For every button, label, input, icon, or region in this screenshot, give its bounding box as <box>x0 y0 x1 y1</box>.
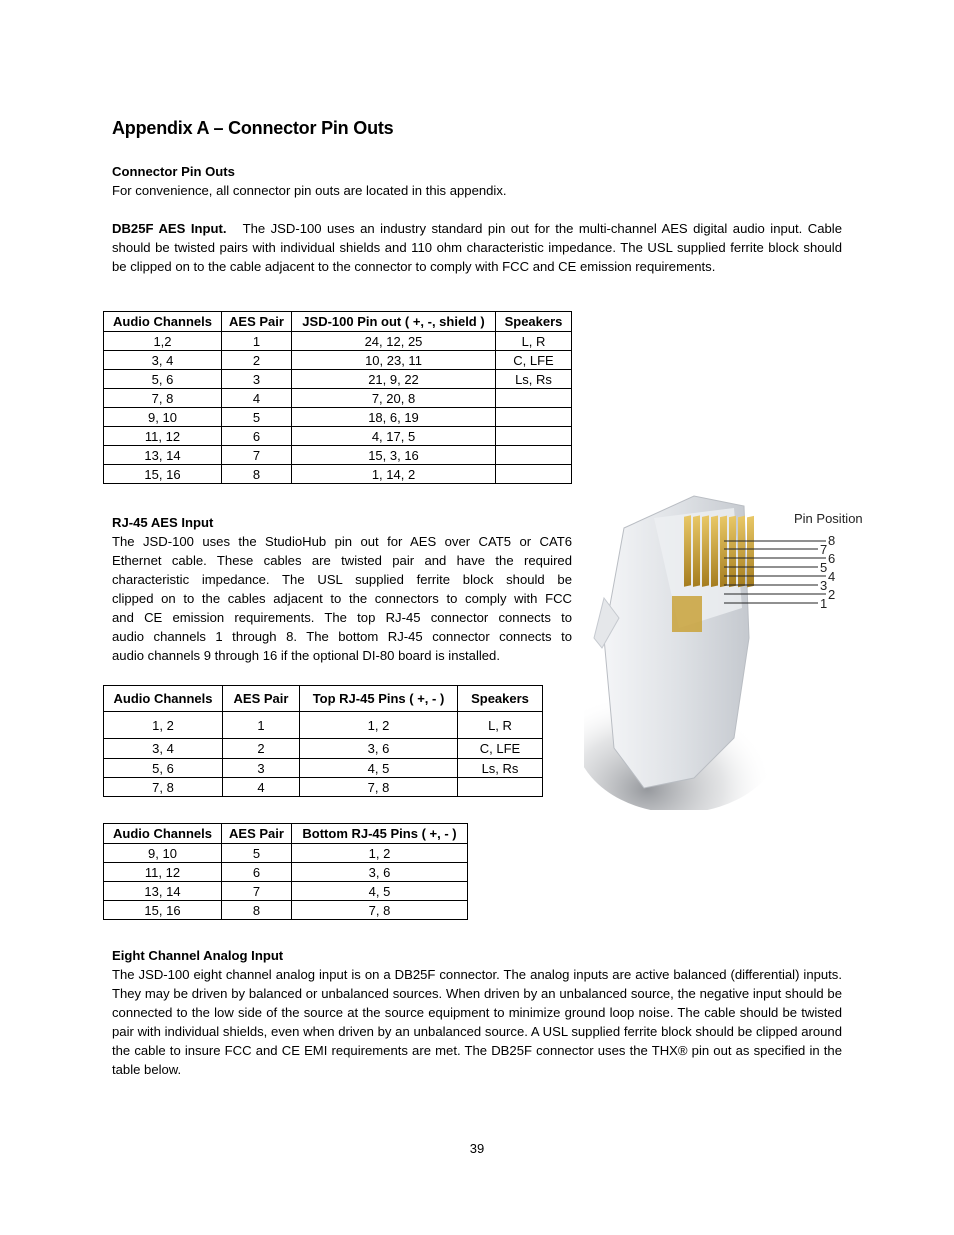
pin-number: 5 <box>820 560 828 575</box>
table-cell: 1 <box>222 332 292 351</box>
table-cell: C, LFE <box>458 739 543 759</box>
page-title: Appendix A – Connector Pin Outs <box>112 118 394 138</box>
table-row <box>104 844 468 863</box>
table-cell: 7, 8 <box>104 778 223 797</box>
table-cell: 6 <box>222 427 292 446</box>
table-row <box>104 332 572 351</box>
table-cell: 11, 12 <box>104 427 222 446</box>
table-cell: 3, 6 <box>300 739 458 759</box>
pin-position-label: Pin Position <box>794 511 863 526</box>
table-row <box>104 370 572 389</box>
db25-aes-pinout-table <box>103 311 572 484</box>
table-row <box>104 427 572 446</box>
intro-heading: Connector Pin Outs <box>112 164 235 179</box>
rj45-line: The JSD-100 uses the StudioHub pin out for AES over CAT5 or CAT6 <box>112 534 572 549</box>
table-cell: 1 <box>223 712 300 739</box>
table-row <box>104 863 468 882</box>
table-cell: 8 <box>222 901 292 920</box>
table-cell: 3, 6 <box>292 863 468 882</box>
table-cell: 8 <box>222 465 292 484</box>
bottom-rj45-pinout-table <box>103 823 468 920</box>
pin-number: 8 <box>828 533 836 548</box>
table-cell: 18, 6, 19 <box>292 408 496 427</box>
analog-text: The JSD-100 eight channel analog input is on a DB25F connector. The analog inputs are active balanced (differential) inputs. They may be driven by balanced or unbalanced sources. When driven by an unbalanced source, the negative input should be connected to the low side of the source at the source equipment to minimize ground loop noise. The cable should be twisted pair with individual shields, even when driven by an unbalanced source. A USL supplied ferrite block should be clipped around the cable to insure FCC and CE EMI requirements are met. The DB25F connector uses the THX® pin out as specified in the table below. <box>112 967 842 1077</box>
column-header: Speakers <box>496 312 572 332</box>
rj45-line: audio channels 1 through 8. The bottom RJ-45 connector connects to <box>112 629 572 644</box>
table-cell: 15, 16 <box>104 465 222 484</box>
rj45-section <box>112 513 572 665</box>
intro-section <box>112 162 842 200</box>
table-cell: 5 <box>222 408 292 427</box>
table-cell: 4 <box>223 778 300 797</box>
table-row <box>104 882 468 901</box>
table-row <box>104 712 543 739</box>
table-row <box>104 389 572 408</box>
table-cell: 11, 12 <box>104 863 222 882</box>
table-cell: 24, 12, 25 <box>292 332 496 351</box>
table-cell: Ls, Rs <box>458 759 543 778</box>
table-cell: 1, 14, 2 <box>292 465 496 484</box>
table-cell: 5 <box>222 844 292 863</box>
rj45-plug-photo <box>584 488 874 810</box>
pin-number: 2 <box>828 587 836 602</box>
table-cell: 4, 5 <box>292 882 468 901</box>
table-cell: 7 <box>222 446 292 465</box>
analog-section <box>112 946 842 1079</box>
table-cell: 9, 10 <box>104 844 222 863</box>
table-cell: 5, 6 <box>104 759 223 778</box>
pin-number: 6 <box>828 551 836 566</box>
column-header: Audio Channels <box>104 312 222 332</box>
table-cell: 13, 14 <box>104 446 222 465</box>
table-cell: 21, 9, 22 <box>292 370 496 389</box>
table-row <box>104 739 543 759</box>
column-header: AES Pair <box>222 312 292 332</box>
table-row <box>104 778 543 797</box>
table-cell: Ls, Rs <box>496 370 572 389</box>
table-row <box>104 408 572 427</box>
table-cell: 4 <box>222 389 292 408</box>
table-cell: L, R <box>496 332 572 351</box>
table-cell: 7, 20, 8 <box>292 389 496 408</box>
column-header: Audio Channels <box>104 686 223 712</box>
table-cell: 1, 2 <box>292 844 468 863</box>
table-cell: C, LFE <box>496 351 572 370</box>
pin-number: 3 <box>820 578 828 593</box>
table-cell: 1, 2 <box>300 712 458 739</box>
table-cell: 7 <box>222 882 292 901</box>
rj45-line: clipped on to the cables adjacent to the connectors to comply with FCC <box>112 591 572 606</box>
db25-text: The JSD-100 uses an industry standard pin out for the multi-channel AES digital audio input. Cable should be twisted pairs with individual shields and 110 ohm characteristic impedance. The USL supplied ferrite block should be clipped on to the cable adjacent to the connector to comply with FCC and CE emission requirements. <box>112 221 842 274</box>
intro-text: For convenience, all connector pin outs are located in this appendix. <box>112 183 507 198</box>
table-cell: 7, 8 <box>300 778 458 797</box>
table-cell: 4, 5 <box>300 759 458 778</box>
table-cell: 3 <box>222 370 292 389</box>
table-cell <box>496 446 572 465</box>
rj45-line: characteristic impedance. The USL supplied ferrite block should be <box>112 572 572 587</box>
rj45-line: and CE emission requirements. The top RJ-45 connector connects to <box>112 610 572 625</box>
table-cell: 6 <box>222 863 292 882</box>
table-cell <box>496 427 572 446</box>
column-header: AES Pair <box>223 686 300 712</box>
db25-lead: DB25F AES Input. <box>112 221 227 236</box>
column-header: AES Pair <box>222 824 292 844</box>
db25-paragraph <box>112 219 842 276</box>
column-header: Speakers <box>458 686 543 712</box>
column-header: Bottom RJ-45 Pins ( +, - ) <box>292 824 468 844</box>
table-cell: 5, 6 <box>104 370 222 389</box>
table-cell: 7, 8 <box>104 389 222 408</box>
table-cell: 9, 10 <box>104 408 222 427</box>
table-cell: 3, 4 <box>104 739 223 759</box>
pin-number: 1 <box>820 596 828 611</box>
rj45-heading: RJ-45 AES Input <box>112 515 214 530</box>
rj45-line: Ethernet cable. These cables are twisted pair and have the required <box>112 553 572 568</box>
table-cell: 15, 16 <box>104 901 222 920</box>
table-cell: 13, 14 <box>104 882 222 901</box>
analog-heading: Eight Channel Analog Input <box>112 948 284 963</box>
table-cell: 1,2 <box>104 332 222 351</box>
table-cell: 15, 3, 16 <box>292 446 496 465</box>
pin-number: 7 <box>820 542 828 557</box>
table-cell: 10, 23, 11 <box>292 351 496 370</box>
table-cell: 7, 8 <box>292 901 468 920</box>
table-cell <box>458 778 543 797</box>
table-cell <box>496 465 572 484</box>
table-cell: 1, 2 <box>104 712 223 739</box>
table-cell: 2 <box>223 739 300 759</box>
table-row <box>104 901 468 920</box>
top-rj45-pinout-table <box>103 685 543 797</box>
table-cell: L, R <box>458 712 543 739</box>
table-row <box>104 351 572 370</box>
table-row <box>104 465 572 484</box>
contact-block <box>672 596 702 632</box>
table-row <box>104 446 572 465</box>
table-cell: 3 <box>223 759 300 778</box>
column-header: Audio Channels <box>104 824 222 844</box>
table-cell: 2 <box>222 351 292 370</box>
table-cell <box>496 408 572 427</box>
column-header: Top RJ-45 Pins ( +, - ) <box>300 686 458 712</box>
pin-number: 4 <box>828 569 836 584</box>
table-cell <box>496 389 572 408</box>
table-row <box>104 759 543 778</box>
table-cell: 4, 17, 5 <box>292 427 496 446</box>
table-header-row <box>104 686 543 712</box>
column-header: JSD-100 Pin out ( +, -, shield ) <box>292 312 496 332</box>
rj45-line: audio channels 9 through 16 if the optional DI-80 board is installed. <box>112 648 500 663</box>
table-header-row <box>104 824 468 844</box>
table-cell: 3, 4 <box>104 351 222 370</box>
page-number: 39 <box>469 1141 485 1156</box>
table-header-row <box>104 312 572 332</box>
